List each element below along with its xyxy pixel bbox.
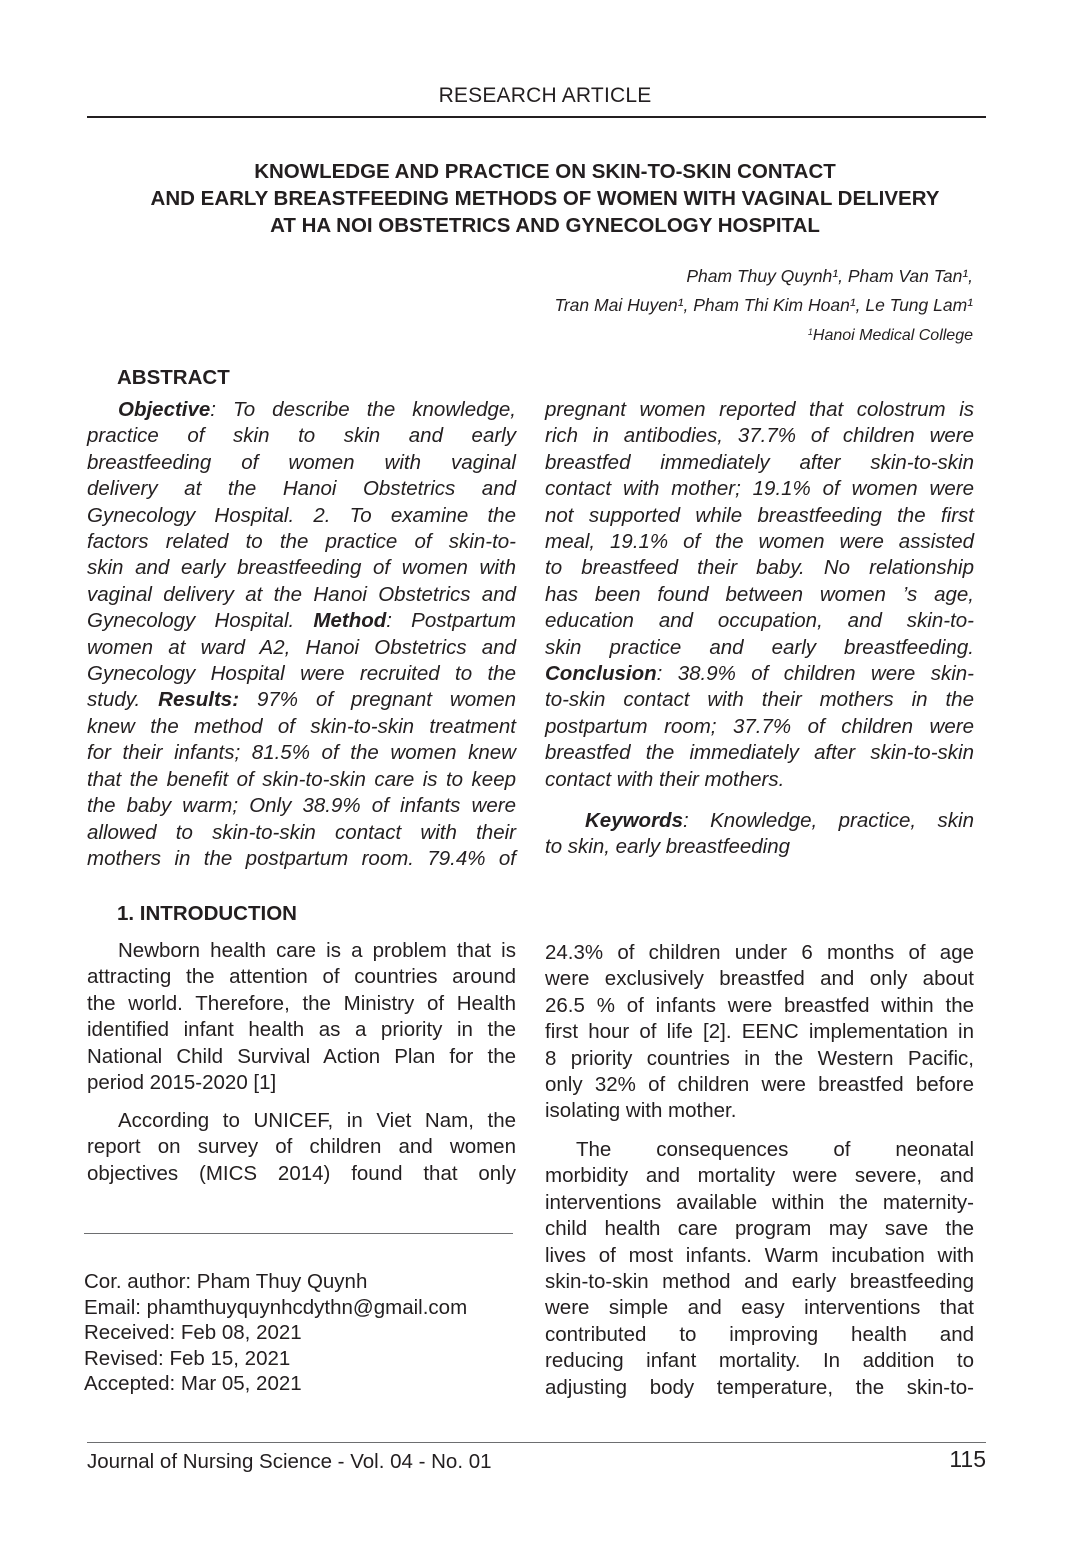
revised-date: Revised: Feb 15, 2021 [84,1346,291,1370]
title-line: AND EARLY BREASTFEEDING METHODS OF WOMEN WITH VAGINAL DELIVERY [150,187,940,210]
correspondence-block [84,1269,524,1397]
keywords-block [545,808,974,861]
intro-line: were simple and easy interventions that [545,1296,974,1320]
abstract-line: to breastfeed their baby. No relationship [545,556,974,580]
title-line: AT HA NOI OBSTETRICS AND GYNECOLOGY HOSPITAL [270,214,820,237]
accepted-date: Accepted: Mar 05, 2021 [84,1372,302,1396]
abstract-line: for their infants; 81.5% of the women knew [87,741,516,765]
abstract-line: to-skin contact with their mothers in the [545,688,974,712]
intro-line: isolating with mother. [545,1099,737,1123]
intro-line: were exclusively breastfed and only about [545,967,974,991]
abstract-line: practice of skin to skin and early [87,424,516,448]
abstract-line: Gynecology Hospital. Method: Postpartum [87,609,516,633]
intro-line: 24.3% of children under 6 months of age [545,941,974,964]
results-label: Results: [158,688,240,712]
abstract-line: rich in antibodies, 37.7% of children were [545,424,974,448]
page-number: 115 [949,1446,986,1472]
intro-line: 8 priority countries in the Western Pacific, [545,1046,974,1070]
abstract-line: mothers in the postpartum room. 79.4% of [87,846,516,870]
objective-label: Objective [118,398,211,421]
corresponding-email: Email: phamthuyquynhcdythn@gmail.com [84,1295,468,1319]
affiliation-name: Hanoi Medical College [812,327,973,344]
abstract-line: breastfed the immediately after skin-to-skin [545,741,974,765]
abstract-line: delivery at the Hanoi Obstetrics and [87,477,516,501]
abstract-line: Objective: To describe the knowledge, [118,398,516,421]
abstract-line: breastfed immediately after skin-to-skin [545,450,974,474]
intro-right-paragraph-1 [545,940,974,1125]
abstract-line: pregnant women reported that colostrum is [545,398,974,421]
method-label: Method [313,609,387,633]
abstract-line: women at ward A2, Hanoi Obstetrics and [87,635,516,659]
article-title [70,158,1020,239]
abstract-line: contact with their mothers. [545,767,785,791]
intro-left-paragraph-1 [87,938,516,1096]
keywords-line: Keywords: Knowledge, practice, skin [585,809,974,832]
intro-line: morbidity and mortality were severe, and [545,1164,974,1188]
conclusion-label: Conclusion [545,662,657,686]
author-block [554,262,973,348]
abstract-line: postpartum room; 37.7% of children were [545,714,974,738]
introduction-heading: 1. INTRODUCTION [117,902,297,925]
title-line: KNOWLEDGE AND PRACTICE ON SKIN-TO-SKIN CONTACT [254,160,836,183]
abstract-line: not supported while breastfeeding the first [545,503,974,527]
abstract-line: knew the method of skin-to-skin treatment [87,714,516,738]
intro-line: adjusting body temperature, the skin-to- [545,1375,974,1399]
intro-line: reducing infant mortality. In addition to [545,1349,974,1373]
intro-line: The consequences of neonatal [576,1138,974,1161]
footer-rule [87,1442,986,1443]
abstract-line: allowed to skin-to-skin contact with their [87,820,516,844]
abstract-line: has been found between women ’s age, [545,582,974,606]
abstract-line: contact with mother; 19.1% of women were [545,477,974,501]
intro-line: child health care program may save the [545,1217,974,1241]
intro-line: first hour of life [2]. EENC implementation in [545,1020,974,1044]
intro-left-paragraph-2 [87,1108,516,1187]
abstract-line: vaginal delivery at the Hanoi Obstetrics and [87,582,516,606]
intro-line: only 32% of children were breastfed before [545,1073,974,1097]
corresponding-author: Cor. author: Pham Thuy Quynh [84,1270,368,1293]
running-header: RESEARCH ARTICLE [438,84,652,107]
intro-line: contributed to improving health and [545,1322,974,1346]
intro-line: lives of most infants. Warm incubation with [545,1243,974,1267]
footnote-rule [84,1233,513,1234]
intro-line: the world. Therefore, the Ministry of Health [87,991,516,1015]
intro-line: interventions available within the maternity- [545,1190,974,1214]
header-rule [87,116,986,118]
abstract-heading: ABSTRACT [117,366,230,389]
journal-name: Journal of Nursing Science - Vol. 04 - No. 01 [87,1450,492,1473]
intro-line: skin-to-skin method and early breastfeeding [545,1270,974,1294]
author-line: Pham Thuy Quynh¹, Pham Van Tan¹, [686,266,973,286]
intro-line: period 2015-2020 [1] [87,1071,277,1095]
intro-line: According to UNICEF, in Viet Nam, the [118,1109,516,1132]
keywords-line: to skin, early breastfeeding [545,835,790,859]
affiliation [554,320,973,348]
affiliation-mark: 1 [807,327,813,337]
abstract-line: education and occupation, and skin-to- [545,609,974,633]
abstract-line: that the benefit of skin-to-skin care is to keep [87,767,516,791]
received-date: Received: Feb 08, 2021 [84,1321,302,1345]
abstract-line: Gynecology Hospital. 2. To examine the [87,503,516,527]
keywords-label: Keywords [585,809,683,832]
intro-line: objectives (MICS 2014) found that only [87,1161,516,1185]
intro-line: Newborn health care is a problem that is [118,939,516,962]
intro-right-paragraph-2 [545,1137,974,1401]
intro-line: attracting the attention of countries around [87,965,516,989]
abstract-line: Gynecology Hospital were recruited to the [87,662,516,686]
abstract-line: study. Results: 97% of pregnant women [87,688,516,712]
intro-line: identified infant health as a priority in the [87,1018,516,1042]
abstract-line: skin practice and early breastfeeding. [545,635,974,659]
abstract-line: Conclusion: 38.9% of children were skin- [545,662,974,686]
author-line: Tran Mai Huyen¹, Pham Thi Kim Hoan¹, Le Tung Lam¹ [554,295,973,315]
abstract-line: breastfeeding of women with vaginal [87,450,516,474]
abstract-left-column [87,397,516,872]
abstract-line: meal, 19.1% of the women were assisted [545,530,974,554]
abstract-right-column [545,397,974,793]
intro-line: 26.5 % of infants were breastfed within the [545,993,974,1017]
intro-line: National Child Survival Action Plan for the [87,1044,516,1068]
intro-line: report on survey of children and women [87,1135,516,1159]
abstract-line: skin and early breastfeeding of women with [87,556,516,580]
abstract-line: the baby warm; Only 38.9% of infants were [87,794,516,818]
abstract-line: factors related to the practice of skin-to- [87,530,516,554]
